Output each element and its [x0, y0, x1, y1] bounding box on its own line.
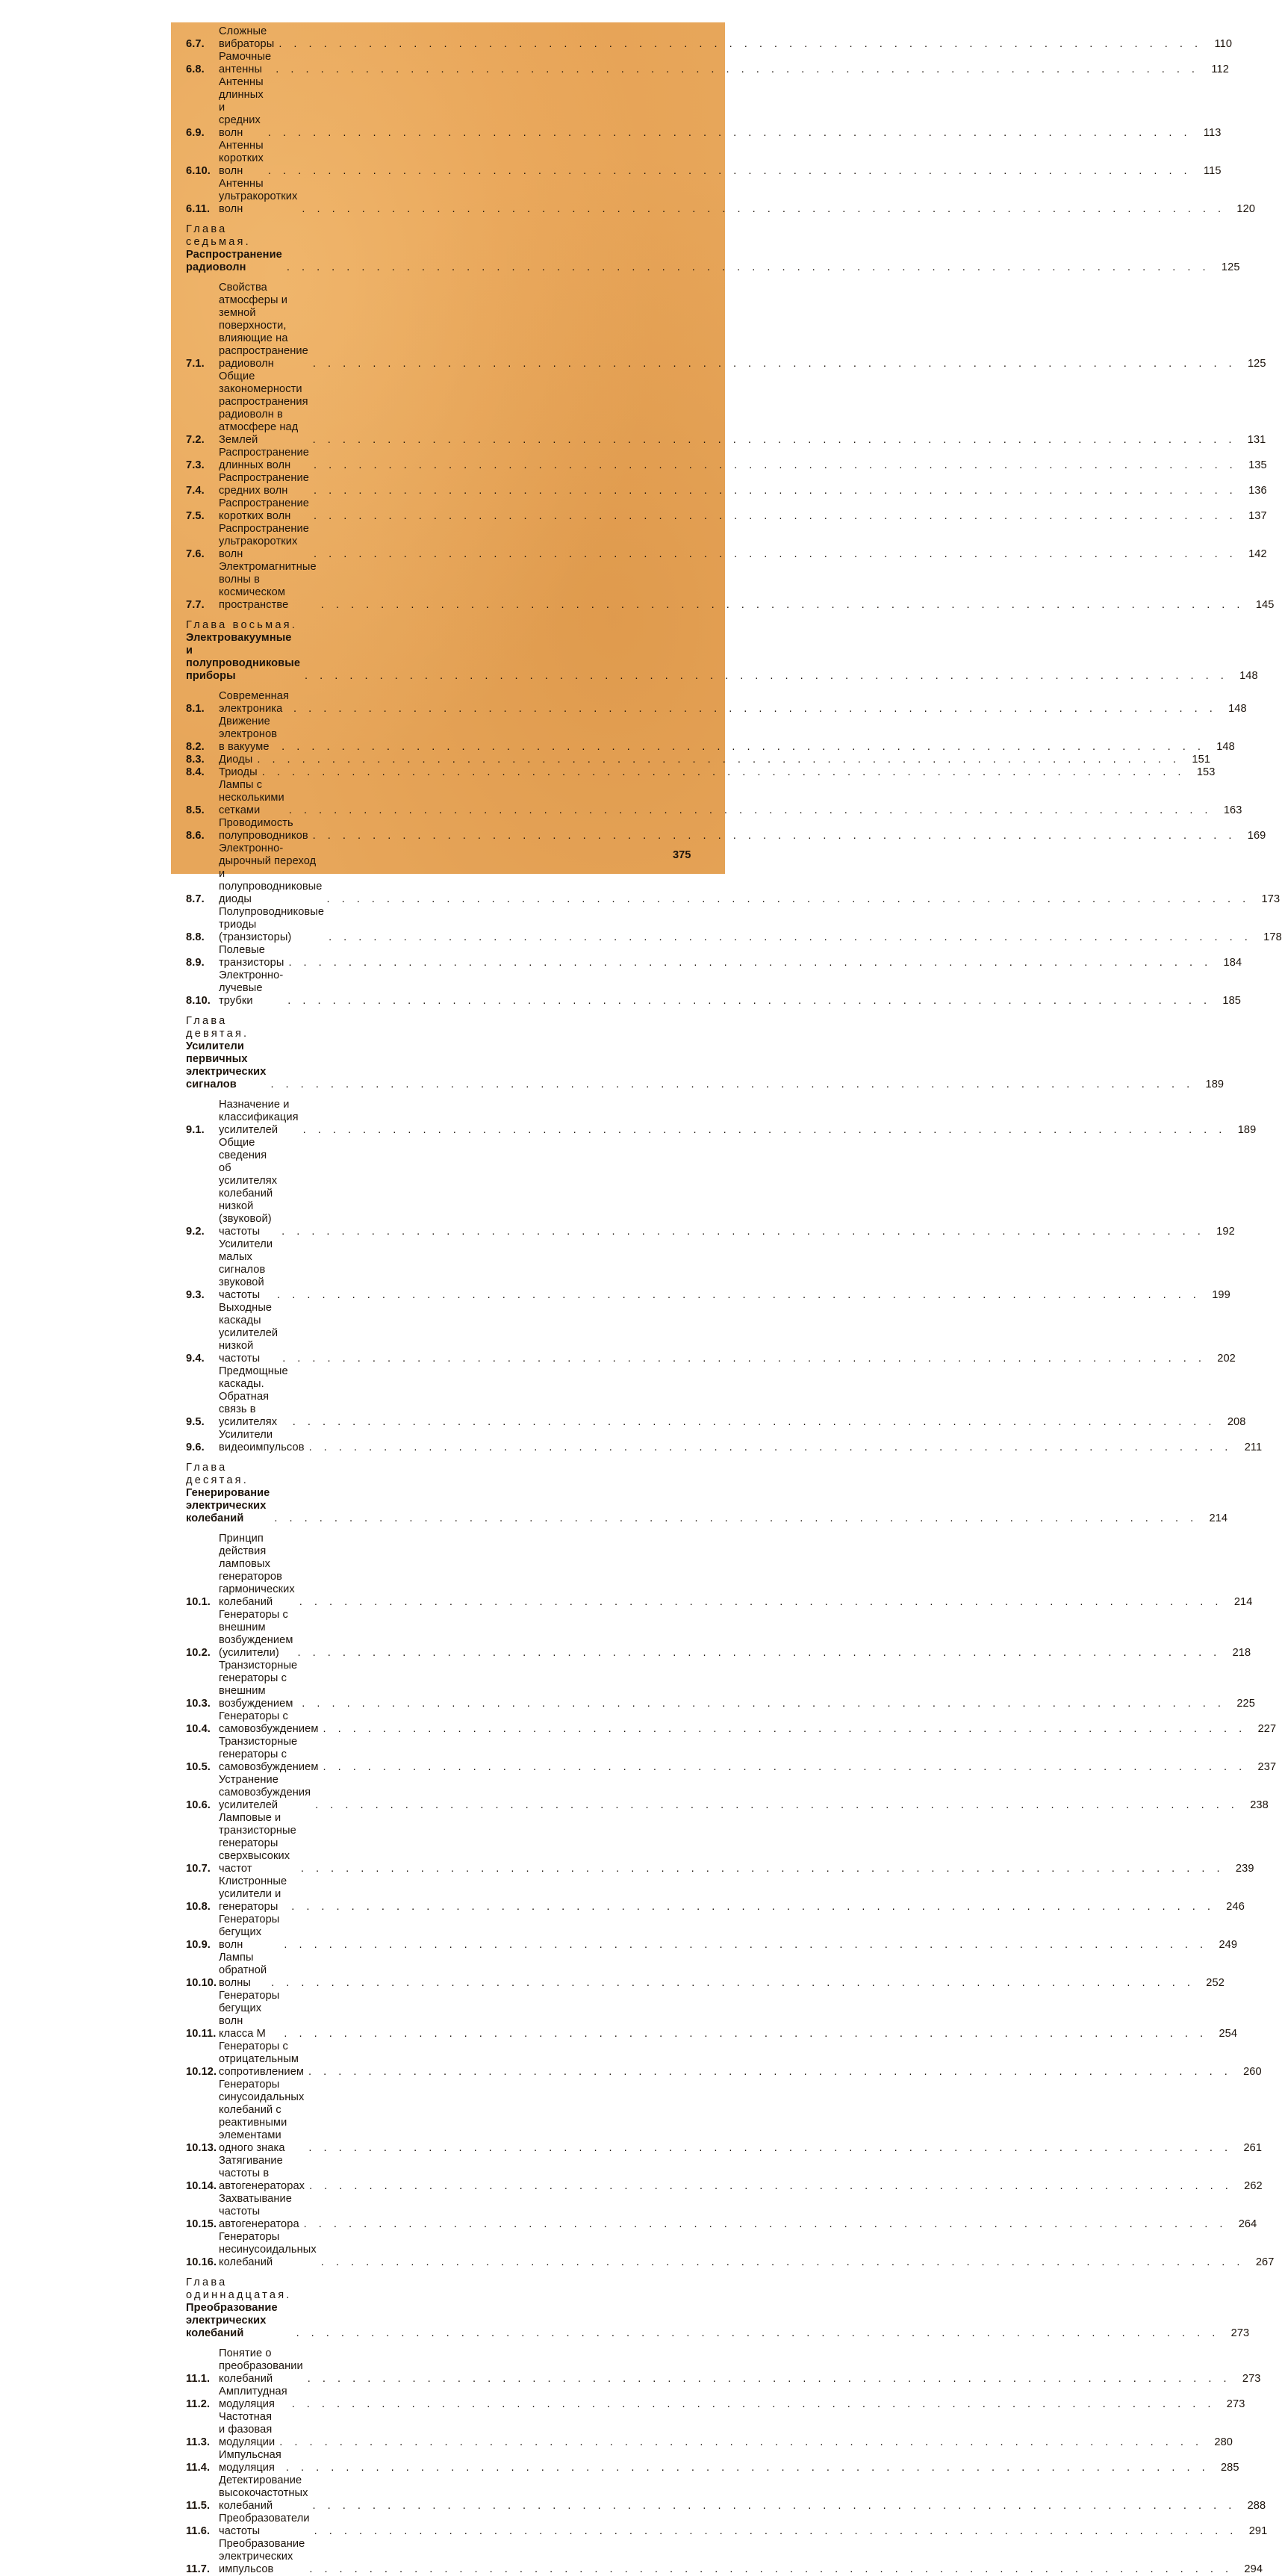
- page-ref: 237: [1257, 1761, 1277, 1773]
- page-ref: 125: [1221, 261, 1240, 273]
- toc-entry: [186, 1774, 1269, 1812]
- section-number: 8.1.: [186, 703, 205, 715]
- section-title: Ламповые и транзисторные генераторы сверхвысоких частот: [219, 1812, 296, 1875]
- page-ref: 249: [1219, 1939, 1238, 1951]
- section-title: Устранение самовозбуждения усилителей: [219, 1774, 311, 1811]
- dot-leader: [321, 2256, 1245, 2269]
- dot-leader: [314, 510, 1237, 523]
- page-number: 375: [673, 849, 691, 861]
- section-number: 6.8.: [186, 63, 205, 75]
- section-number: 7.2.: [186, 434, 205, 446]
- section-title: Генераторы бегущих волн: [219, 1914, 280, 1951]
- page-ref: 115: [1204, 165, 1222, 177]
- page-ref: 225: [1236, 1698, 1255, 1710]
- section-number: 10.12.: [186, 2066, 217, 2078]
- dot-leader: [321, 599, 1245, 612]
- section-title: Сложные вибраторы: [219, 25, 275, 50]
- chapter-name: Усилители первичных электрических сигналов: [186, 1040, 267, 1090]
- page-ref: 285: [1220, 2462, 1239, 2474]
- dot-leader: [323, 1723, 1247, 1736]
- page-ref: 227: [1257, 1723, 1277, 1735]
- toc-entry: [186, 282, 1266, 370]
- section-title: Преобразователи частоты: [219, 2513, 310, 2537]
- section-title: Распространение коротких волн: [219, 497, 310, 522]
- dot-leader: [270, 1078, 1194, 1091]
- toc-entry: [186, 2040, 1262, 2079]
- section-number: 7.4.: [186, 485, 205, 497]
- section-title: Генераторы с внешним возбуждением (усилители): [219, 1609, 293, 1659]
- section-number: 11.4.: [186, 2462, 211, 2474]
- toc-entry: [186, 2231, 1275, 2269]
- page-ref: 112: [1211, 63, 1229, 75]
- section-title: Электронно-лучевые трубки: [219, 969, 284, 1007]
- section-number: 6.11.: [186, 203, 211, 215]
- dot-leader: [302, 1698, 1225, 1710]
- page-ref: 273: [1226, 2398, 1245, 2410]
- section-number: 10.3.: [186, 1698, 211, 1710]
- section-number: 10.8.: [186, 1901, 211, 1913]
- section-title: Свойства атмосферы и земной поверхности, влияющие на распространение радиоволн: [219, 282, 308, 370]
- section-number: 6.9.: [186, 127, 205, 139]
- page-ref: 148: [1239, 670, 1258, 682]
- page-ref: 148: [1228, 703, 1247, 715]
- dot-leader: [308, 2066, 1232, 2079]
- toc-entry: [186, 1238, 1230, 1302]
- section-number: 11.6.: [186, 2525, 211, 2537]
- section-title: Генераторы бегущих волн класса М: [219, 1990, 280, 2040]
- section-number: 8.9.: [186, 957, 205, 969]
- toc-entry: [186, 906, 1282, 944]
- page-ref: 288: [1247, 2500, 1266, 2512]
- chapter-title: [186, 223, 282, 274]
- section-number: 10.15.: [186, 2218, 217, 2230]
- toc-entry: [186, 1952, 1225, 1990]
- section-title: Генераторы синусоидальных колебаний с реактивными элементами одного знака: [219, 2079, 305, 2154]
- section-number: 11.3.: [186, 2436, 211, 2448]
- section-title: Электромагнитные волны в космическом пространстве: [219, 561, 317, 611]
- dot-leader: [303, 1124, 1227, 1137]
- dot-leader: [326, 893, 1250, 906]
- toc-entry: [186, 51, 1229, 76]
- section-number: 10.4.: [186, 1723, 211, 1735]
- page-ref: 294: [1244, 2563, 1263, 2575]
- dot-leader: [313, 830, 1236, 842]
- page-ref: 264: [1238, 2218, 1257, 2230]
- section-title: Распространение средних волн: [219, 472, 310, 497]
- toc-entry: [186, 1137, 1235, 1238]
- section-title: Антенны длинных и средних волн: [219, 76, 264, 139]
- toc-entry: [186, 944, 1242, 969]
- page-ref: 145: [1255, 599, 1275, 611]
- chapter-prefix: Глава восьмая.: [186, 619, 297, 631]
- toc-entry: [186, 25, 1233, 51]
- toc-entry: [186, 1875, 1245, 1914]
- page-ref: 214: [1209, 1512, 1228, 1524]
- section-number: 6.7.: [186, 38, 205, 50]
- toc-entry: [186, 1302, 1236, 1365]
- section-number: 8.7.: [186, 893, 205, 905]
- toc-entry: [186, 2347, 1261, 2386]
- toc-entry: [186, 523, 1267, 561]
- page-ref: 120: [1236, 203, 1256, 215]
- page-ref: 153: [1196, 766, 1216, 778]
- section-number: 7.5.: [186, 510, 205, 522]
- toc-entry: [186, 766, 1216, 779]
- chapter-title: [186, 2276, 292, 2340]
- toc-entry: [186, 2411, 1233, 2449]
- section-title: Антенны ультракоротких волн: [219, 178, 298, 215]
- dot-leader: [287, 261, 1210, 274]
- dot-leader: [288, 957, 1212, 969]
- toc-entry: [186, 1812, 1254, 1875]
- toc-entry: [186, 716, 1235, 754]
- toc-entry: [186, 969, 1242, 1008]
- dot-leader: [301, 1863, 1225, 1875]
- dot-leader: [314, 485, 1237, 497]
- dot-leader: [268, 165, 1192, 178]
- page-ref: 173: [1261, 893, 1281, 905]
- section-number: 11.2.: [186, 2398, 211, 2410]
- page-ref: 169: [1247, 830, 1266, 842]
- dot-leader: [281, 741, 1205, 754]
- chapter-name: Генерирование электрических колебаний: [186, 1487, 270, 1524]
- section-title: Электронно-дырочный переход и полупроводниковые диоды: [219, 842, 323, 905]
- page-ref: 291: [1248, 2525, 1268, 2537]
- section-number: 8.2.: [186, 741, 205, 753]
- section-number: 11.1.: [186, 2373, 211, 2385]
- dot-leader: [271, 1977, 1195, 1990]
- section-title: Усилители малых сигналов звуковой частоты: [219, 1238, 273, 1301]
- chapter-title: [186, 1462, 270, 1525]
- toc-entry: [186, 2538, 1263, 2576]
- section-title: Распространение ультракоротких волн: [219, 523, 310, 560]
- page-ref: 189: [1205, 1078, 1225, 1090]
- dot-leader: [313, 434, 1236, 447]
- page-ref: 239: [1235, 1863, 1254, 1875]
- dot-leader: [292, 2398, 1216, 2411]
- chapter-name: Электровакуумные и полупроводниковые приборы: [186, 632, 301, 682]
- dot-leader: [262, 766, 1186, 779]
- toc-chapter-heading: [186, 223, 1240, 274]
- section-number: 7.3.: [186, 459, 205, 471]
- section-number: 8.4.: [186, 766, 205, 778]
- page-ref: 261: [1243, 2142, 1263, 2154]
- toc-entry: [186, 2449, 1239, 2474]
- page-ref: 192: [1216, 1226, 1235, 1238]
- section-title: Проводимость полупроводников: [219, 817, 308, 842]
- toc-entry: [186, 1660, 1255, 1710]
- page-ref: 135: [1248, 459, 1267, 471]
- dot-leader: [314, 548, 1237, 561]
- toc-entry: [186, 1429, 1263, 1454]
- page-ref: 214: [1233, 1596, 1253, 1608]
- chapter-prefix: Глава одиннадцатая.: [186, 2276, 292, 2301]
- section-title: Движение электронов в вакууме: [219, 716, 278, 753]
- chapter-name: Преобразование электрических колебаний: [186, 2302, 278, 2339]
- toc-chapter-heading: [186, 1462, 1228, 1525]
- toc-chapter-heading: [186, 2276, 1250, 2340]
- section-number: 11.5.: [186, 2500, 211, 2512]
- dot-leader: [309, 2563, 1233, 2576]
- page-ref: 273: [1230, 2327, 1250, 2339]
- section-title: Принцип действия ламповых генераторов гармонических колебаний: [219, 1533, 295, 1608]
- page-ref: 185: [1222, 995, 1242, 1007]
- section-number: 9.3.: [186, 1289, 205, 1301]
- page-ref: 184: [1223, 957, 1242, 969]
- section-number: 8.5.: [186, 804, 205, 816]
- section-title: Генераторы с самовозбуждением: [219, 1710, 319, 1735]
- section-title: Генераторы с отрицательным сопротивлением: [219, 2040, 305, 2078]
- section-title: Антенны коротких волн: [219, 140, 264, 177]
- section-number: 8.10.: [186, 995, 211, 1007]
- page-ref: 208: [1227, 1416, 1246, 1428]
- section-title: Захватывание частоты автогенератора: [219, 2193, 299, 2230]
- section-number: 10.10.: [186, 1977, 217, 1989]
- dot-leader: [279, 2436, 1203, 2449]
- table-of-contents: [186, 25, 1282, 2576]
- page-ref: 280: [1214, 2436, 1233, 2448]
- toc-entry: [186, 76, 1222, 140]
- dot-leader: [281, 1226, 1205, 1238]
- dot-leader: [308, 2142, 1232, 2155]
- section-number: 9.2.: [186, 1226, 205, 1238]
- section-title: Рамочные антенны: [219, 51, 272, 75]
- section-title: Детектирование высокочастотных колебаний: [219, 2474, 308, 2512]
- section-title: Лампы с несколькими сетками: [219, 779, 284, 816]
- chapter-title: [186, 619, 300, 683]
- toc-entry: [186, 1099, 1257, 1137]
- section-number: 9.6.: [186, 1441, 205, 1453]
- section-title: Частотная и фазовая модуляции: [219, 2411, 276, 2448]
- dot-leader: [329, 931, 1252, 944]
- page-ref: 246: [1226, 1901, 1245, 1913]
- dot-leader: [282, 1353, 1206, 1365]
- page-ref: 252: [1206, 1977, 1225, 1989]
- section-title: Транзисторные генераторы с самовозбуждением: [219, 1736, 319, 1773]
- dot-leader: [279, 38, 1202, 51]
- dot-leader: [309, 2180, 1233, 2193]
- section-title: Диоды: [219, 754, 253, 766]
- dot-leader: [274, 1512, 1198, 1525]
- chapter-name: Распространение радиоволн: [186, 249, 282, 273]
- dot-leader: [309, 1441, 1233, 1454]
- dot-leader: [315, 1799, 1239, 1812]
- dot-leader: [296, 2327, 1220, 2340]
- toc-entry: [186, 497, 1267, 523]
- page-ref: 137: [1248, 510, 1267, 522]
- page-ref: 136: [1248, 485, 1267, 497]
- toc-entry: [186, 1533, 1253, 1609]
- section-number: 8.8.: [186, 931, 205, 943]
- page-ref: 254: [1219, 2028, 1238, 2040]
- toc-entry: [186, 178, 1256, 216]
- toc-entry: [186, 2155, 1263, 2193]
- section-title: Импульсная модуляция: [219, 2449, 281, 2474]
- toc-entry: [186, 1914, 1238, 1952]
- page-ref: 142: [1248, 548, 1267, 560]
- dot-leader: [308, 2373, 1231, 2386]
- section-title: Общие сведения об усилителях колебаний низкой (звуковой) частоты: [219, 1137, 278, 1238]
- dot-leader: [313, 358, 1236, 370]
- page-ref: 151: [1192, 754, 1211, 766]
- page-ref: 238: [1250, 1799, 1269, 1811]
- toc-entry: [186, 1609, 1251, 1660]
- section-number: 10.9.: [186, 1939, 211, 1951]
- dot-leader: [304, 2218, 1227, 2231]
- dot-leader: [314, 459, 1237, 472]
- toc-entry: [186, 690, 1247, 716]
- section-number: 10.13.: [186, 2142, 217, 2154]
- section-title: Преобразование электрических импульсов: [219, 2538, 305, 2575]
- section-title: Назначение и классификация усилителей: [219, 1099, 299, 1136]
- toc-entry: [186, 472, 1267, 497]
- toc-entry: [186, 842, 1281, 906]
- toc-entry: [186, 2513, 1268, 2538]
- toc-entry: [186, 1990, 1238, 2040]
- toc-entry: [186, 1736, 1277, 1774]
- toc-entry: [186, 779, 1242, 817]
- section-number: 7.1.: [186, 358, 205, 370]
- dot-leader: [293, 1416, 1216, 1429]
- dot-leader: [276, 63, 1199, 76]
- toc-entry: [186, 2386, 1245, 2411]
- section-number: 9.1.: [186, 1124, 205, 1136]
- dot-leader: [313, 2500, 1236, 2513]
- section-number: 7.7.: [186, 599, 205, 611]
- toc-chapter-heading: [186, 1015, 1225, 1091]
- page-ref: 125: [1247, 358, 1266, 370]
- page-ref: 218: [1232, 1647, 1251, 1659]
- dot-leader: [284, 2028, 1207, 2040]
- dot-leader: [257, 754, 1180, 766]
- toc-entry: [186, 561, 1275, 612]
- section-title: Распространение длинных волн: [219, 447, 310, 471]
- dot-leader: [284, 1939, 1207, 1952]
- page-ref: 131: [1247, 434, 1266, 446]
- page-ref: 260: [1243, 2066, 1262, 2078]
- section-title: Предмощные каскады. Обратная связь в усилителях: [219, 1365, 288, 1428]
- toc-entry: [186, 2079, 1263, 2155]
- dot-leader: [291, 1901, 1215, 1914]
- chapter-prefix: Глава седьмая.: [186, 223, 251, 248]
- section-number: 9.4.: [186, 1353, 205, 1365]
- dot-leader: [286, 2462, 1210, 2474]
- section-title: Клистронные усилители и генераторы: [219, 1875, 287, 1913]
- section-number: 7.6.: [186, 548, 205, 560]
- page-ref: 148: [1216, 741, 1235, 753]
- dot-leader: [298, 1647, 1222, 1660]
- toc-chapter-heading: [186, 619, 1258, 683]
- toc-entry: [186, 370, 1266, 447]
- chapter-prefix: Глава десятая.: [186, 1462, 249, 1486]
- section-number: 8.6.: [186, 830, 205, 842]
- section-title: Затягивание частоты в автогенераторах: [219, 2155, 305, 2192]
- section-number: 10.16.: [186, 2256, 217, 2268]
- dot-leader: [277, 1289, 1201, 1302]
- toc-entry: [186, 140, 1222, 178]
- page-ref: 211: [1244, 1441, 1263, 1453]
- page-ref: 113: [1203, 127, 1222, 139]
- section-number: 10.1.: [186, 1596, 211, 1608]
- toc-entry: [186, 754, 1211, 766]
- section-number: 9.5.: [186, 1416, 205, 1428]
- section-number: 10.11.: [186, 2028, 217, 2040]
- toc-entry: [186, 1710, 1277, 1736]
- dot-leader: [302, 203, 1225, 216]
- section-title: Выходные каскады усилителей низкой частоты: [219, 1302, 279, 1365]
- dot-leader: [314, 2525, 1238, 2538]
- dot-leader: [289, 804, 1213, 817]
- section-number: 6.10.: [186, 165, 211, 177]
- section-number: 8.3.: [186, 754, 205, 766]
- chapter-prefix: Глава девятая.: [186, 1015, 249, 1040]
- section-title: Амплитудная модуляция: [219, 2386, 287, 2410]
- book-page: [171, 22, 1282, 2575]
- dot-leader: [293, 703, 1217, 716]
- toc-entry: [186, 2193, 1257, 2231]
- dot-leader: [287, 995, 1211, 1008]
- section-title: Транзисторные генераторы с внешним возбуждением: [219, 1660, 298, 1710]
- section-title: Усилители видеоимпульсов: [219, 1429, 305, 1453]
- chapter-title: [186, 1015, 266, 1091]
- section-title: Понятие о преобразовании колебаний: [219, 2347, 303, 2385]
- toc-entry: [186, 817, 1266, 842]
- section-title: Общие закономерности распространения радиоволн в атмосфере над Землей: [219, 370, 308, 446]
- page-ref: 262: [1244, 2180, 1263, 2192]
- section-title: Лампы обратной волны: [219, 1952, 267, 1989]
- page-ref: 202: [1217, 1353, 1236, 1365]
- page-ref: 189: [1237, 1124, 1257, 1136]
- page-ref: 199: [1212, 1289, 1230, 1301]
- toc-entry: [186, 447, 1267, 472]
- page-ref: 163: [1223, 804, 1242, 816]
- page-ref: 267: [1255, 2256, 1275, 2268]
- dot-leader: [299, 1596, 1223, 1609]
- section-number: 10.14.: [186, 2180, 217, 2192]
- dot-leader: [268, 127, 1192, 140]
- page-ref: 110: [1214, 38, 1233, 50]
- page-ref: 178: [1263, 931, 1282, 943]
- section-number: 10.5.: [186, 1761, 211, 1773]
- toc-entry: [186, 2474, 1266, 2513]
- section-number: 10.2.: [186, 1647, 211, 1659]
- section-title: Современная электроника: [219, 690, 290, 715]
- section-number: 10.6.: [186, 1799, 211, 1811]
- section-title: Полупроводниковые триоды (транзисторы): [219, 906, 325, 943]
- toc-entry: [186, 1365, 1246, 1429]
- section-number: 10.7.: [186, 1863, 211, 1875]
- dot-leader: [323, 1761, 1246, 1774]
- section-title: Генераторы несинусоидальных колебаний: [219, 2231, 317, 2268]
- section-number: 11.7.: [186, 2563, 211, 2575]
- section-title: Полевые транзисторы: [219, 944, 284, 969]
- page-ref: 273: [1242, 2373, 1261, 2385]
- dot-leader: [305, 670, 1228, 683]
- section-title: Триоды: [219, 766, 258, 778]
